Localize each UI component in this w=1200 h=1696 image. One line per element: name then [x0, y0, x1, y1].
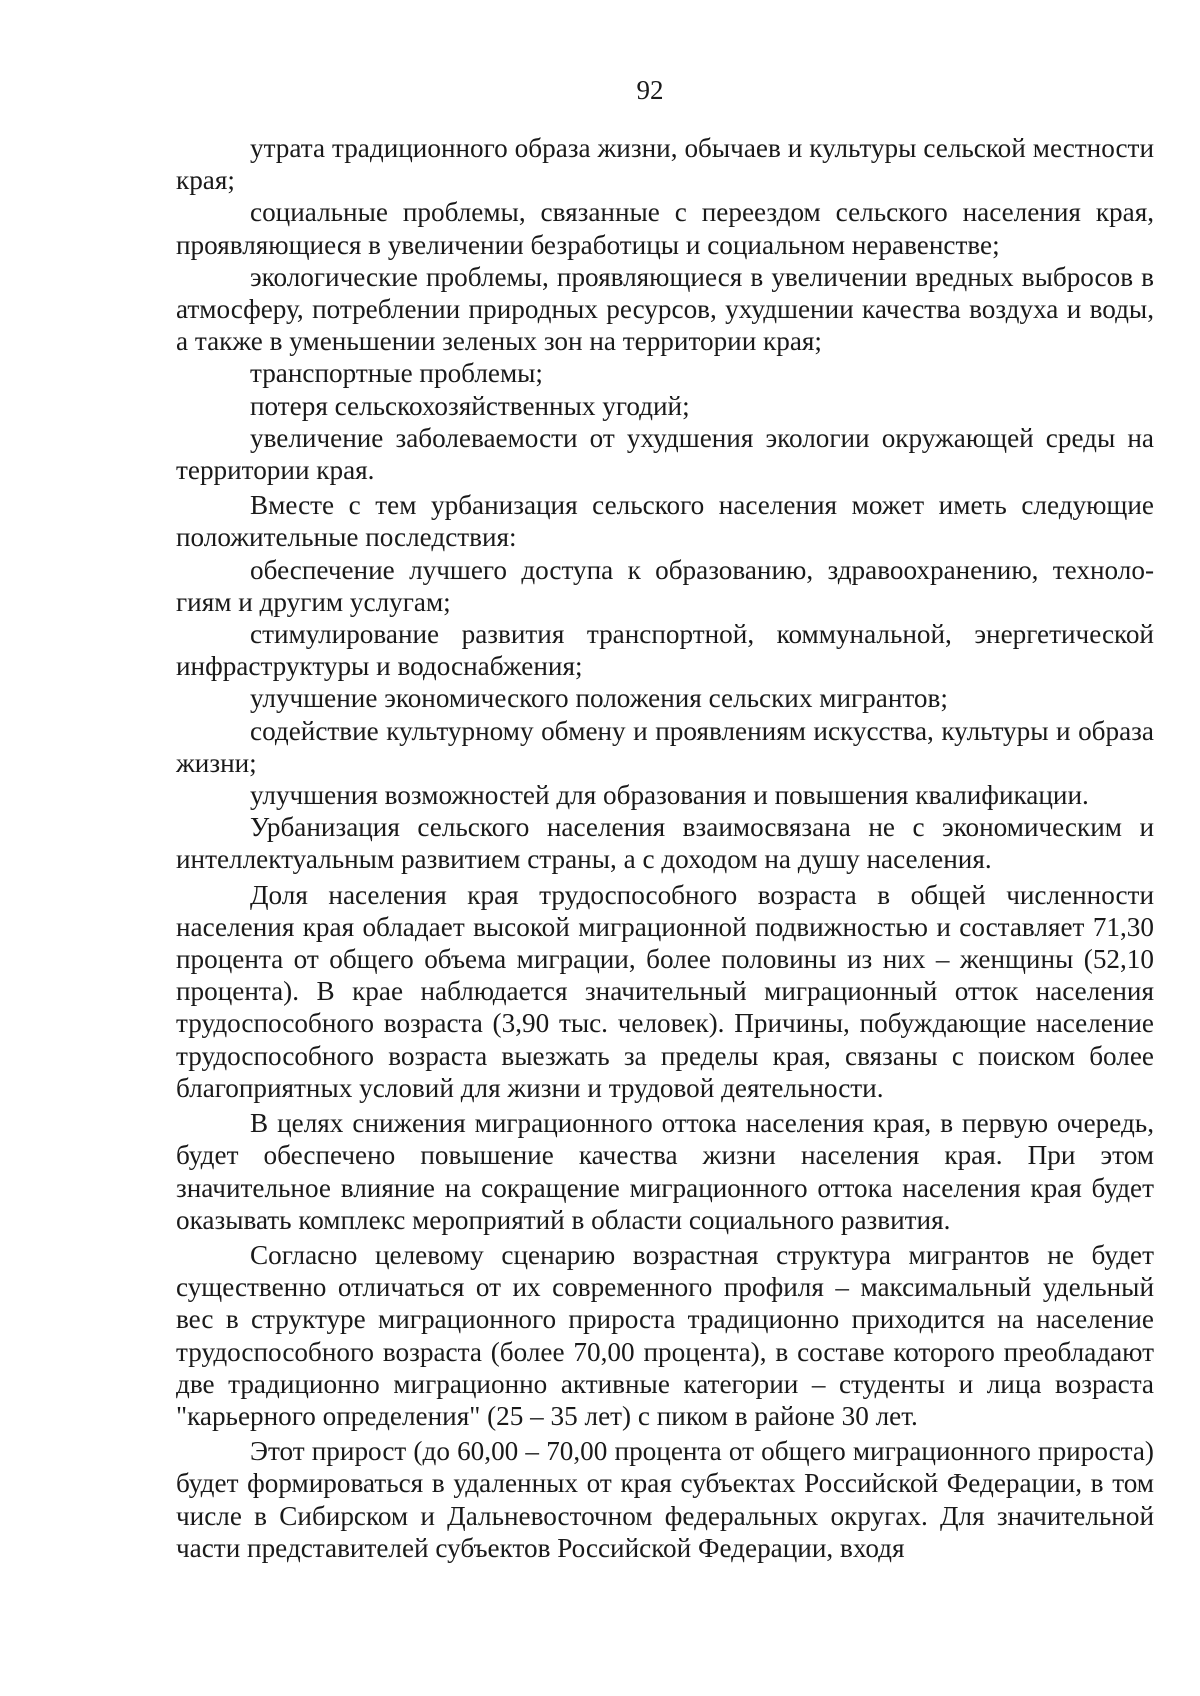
paragraph: улучшение экономического положения сельских мигрантов; — [250, 683, 948, 714]
paragraph: Доля населения края трудоспособного возраста в общей численности населения края обладает высокой миграционной подвижностью и составляет 71,30 процента от общего объема миграции, более половины из них – женщины (52,10 процента). В крае наблюдается значительный миграционный отток населения трудоспособного возраста (3,90 тыс. человек). Причины, побуждающие население трудоспособного возраста выезжать за пределы края, связаны с поиском более благоприятных условий для жизни и трудовой деятельности. — [176, 879, 1154, 1103]
paragraph: Этот прирост (до 60,00 – 70,00 процента от общего миграционного прироста) будет формироваться в удаленных от края субъектах Российской Федерации, в том числе в Сибирском и Дальневосточном федеральных округах. Для значительной части представителей субъектов Российской Федерации, входя — [176, 1436, 1154, 1563]
paragraph: Вместе с тем урбанизация сельского населения может иметь следующие положительные последствия: — [176, 490, 1154, 553]
paragraph: Урбанизация сельского населения взаимосвязана не с экономическим и интеллектуальным развитием страны, а с доходом на душу населения. — [176, 812, 1154, 875]
paragraph: транспортные проблемы; — [250, 358, 543, 389]
paragraph: обеспечение лучшего доступа к образованию, здравоохранению, технологиям и другим услугам; — [176, 554, 1154, 617]
paragraph: увеличение заболеваемости от ухудшения экологии окружающей среды на территории края. — [176, 422, 1154, 486]
page-number: 92 — [636, 75, 664, 105]
paragraph: социальные проблемы, связанные с переездом сельского населения края, проявляющиеся в увеличении безработицы и социальном неравенстве; — [176, 197, 1154, 260]
document-body — [176, 132, 1154, 1564]
paragraph: содействие культурному обмену и проявлениям искусства, культуры и образа жизни; — [176, 715, 1154, 778]
paragraph: улучшения возможностей для образования и повышения квалификации. — [250, 780, 1089, 811]
paragraph: Согласно целевому сценарию возрастная структура мигрантов не будет существенно отличаться от их современного профиля – максимальный удельный вес в структуре миграционного прироста традиционно приходится на население трудоспособного возраста (более 70,00 процента), в составе которого преобладают две традиционно миграционно активные категории – студенты и лица возраста "карьерного определения" (25 – 35 лет) с пиком в районе 30 лет. — [176, 1239, 1154, 1431]
paragraph: утрата традиционного образа жизни, обычаев и культуры сельской местности края; — [176, 133, 1154, 196]
paragraph: В целях снижения миграционного оттока населения края, в первую очередь, будет обеспечено повышение качества жизни населения края. При этом значительное влияние на сокращение миграционного оттока населения края будет оказывать комплекс мероприятий в области социального развития. — [176, 1108, 1154, 1235]
paragraph: потеря сельскохозяйственных угодий; — [250, 390, 690, 421]
paragraph: экологические проблемы, проявляющиеся в увеличении вредных выбросов в атмосферу, потреблении природных ресурсов, ухудшении качества воздуха и воды, а также в уменьшении зеленых зон на территории края; — [176, 261, 1154, 357]
paragraph: стимулирование развития транспортной, коммунальной, энергетической инфраструктуры и водоснабжения; — [176, 619, 1154, 682]
